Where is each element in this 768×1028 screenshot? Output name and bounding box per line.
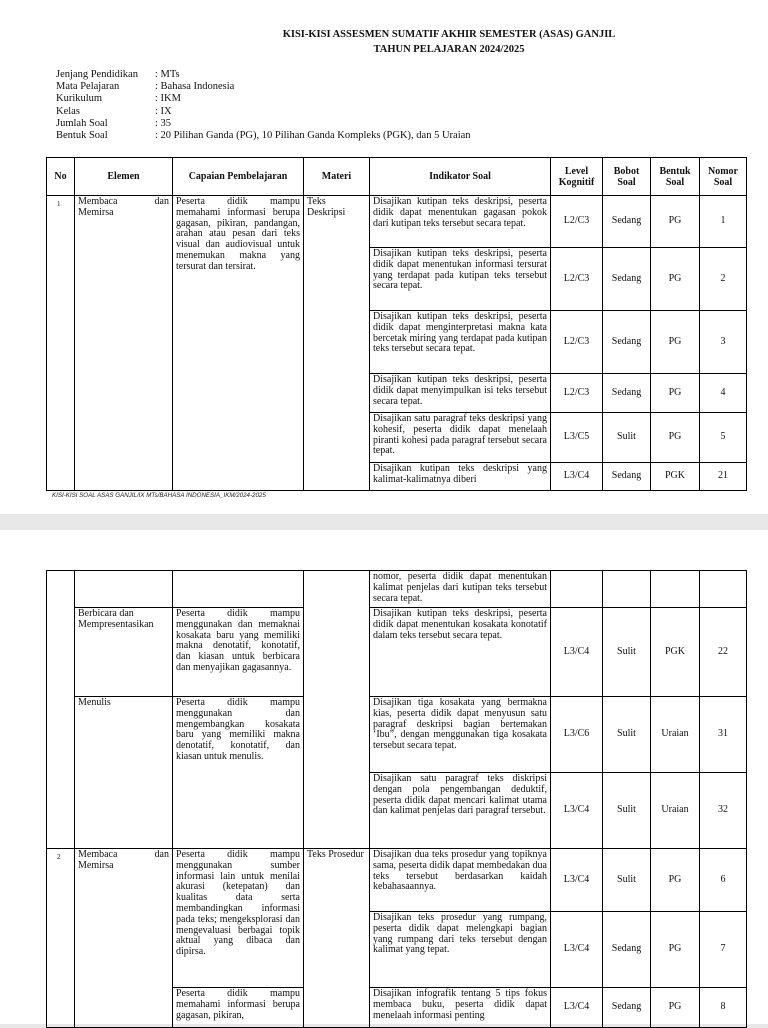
info-value: : Bahasa Indonesia (155, 81, 235, 93)
document-title: KISI-KISI ASSESMEN SUMATIF AKHIR SEMESTER (ASAS) GANJIL (282, 29, 616, 40)
cell-capaian: Peserta didik mampu menggunakan sumber informasi lain untuk menilai akurasi (ketepatan) dan kualitas data serta membandingkan informasi pada teks; mengeksplorasi dan mengevaluasi berbagai topik aktual yang dibaca dan dipirsa. (173, 849, 304, 988)
kisi-kisi-table-page-2 (46, 570, 747, 1028)
header-capaian: Capaian Pembelajaran (173, 158, 304, 196)
cell-bobot: Sulit (603, 413, 651, 463)
info-label: Kurikulum (56, 93, 103, 105)
cell-level: L2/C3 (551, 374, 603, 413)
info-row (56, 69, 471, 81)
cell-bobot: Sulit (603, 849, 651, 912)
info-label: Jumlah Soal (56, 117, 108, 129)
cell-indikator: Disajikan kutipan teks deskripsi yang kalimat-kalimatnya diberi (370, 463, 551, 491)
cell-level: L3/C4 (551, 849, 603, 912)
cell-level: L3/C4 (551, 988, 603, 1028)
cell-bobot: Sulit (603, 697, 651, 773)
header-bobot: Bobot Soal (603, 158, 651, 196)
header-bentuk: Bentuk Soal (651, 158, 700, 196)
cell-nomor: 4 (700, 374, 747, 413)
document-info-block (56, 69, 471, 142)
cell-capaian: Peserta didik mampu menggunakan dan mengembangkan kosakata baru yang memiliki makna denotatif, konotatif, dan kiasan untuk menulis. (173, 697, 304, 849)
cell-level: L2/C3 (551, 248, 603, 311)
cell-no (47, 571, 75, 849)
cell-indikator: Disajikan dua teks prosedur yang topiknya sama, peserta didik dapat membedakan dua teks tersebut berdasarkan kaidah kebahasaannya. (370, 849, 551, 912)
header-no: No (47, 158, 75, 196)
info-value: : IX (155, 105, 172, 117)
cell-bentuk: PG (651, 988, 700, 1028)
info-value: : 20 Pilihan Ganda (PG), 10 Pilihan Ganda Kompleks (PGK), dan 5 Uraian (155, 130, 471, 142)
cell-bobot: Sedang (603, 988, 651, 1028)
cell-level: L3/C4 (551, 773, 603, 849)
cell-bentuk: PG (651, 849, 700, 912)
cell-nomor (700, 571, 747, 608)
cell-bentuk: PG (651, 413, 700, 463)
cell-bentuk: Uraian (651, 697, 700, 773)
table-row (47, 196, 747, 248)
cell-bentuk: PG (651, 912, 700, 988)
cell-indikator: Disajikan satu paragraf teks diskripsi dengan pola pengembangan deduktif, peserta didik dapat mencari kalimat utama dan kalimat penjelas dari paragraf tersebut. (370, 773, 551, 849)
header-nomor: Nomor Soal (700, 158, 747, 196)
cell-indikator: Disajikan tiga kosakata yang bermakna kias, peserta didik dapat menyusun satu paragraf deskripsi bagian bertemakan ‘Ibu”, dengan menggunakan tiga kosakata tersebut secara tepat. (370, 697, 551, 773)
cell-nomor: 31 (700, 697, 747, 773)
cell-nomor: 1 (700, 196, 747, 248)
info-label: Kelas (56, 105, 80, 117)
info-row (56, 106, 471, 118)
cell-nomor: 22 (700, 608, 747, 697)
info-row (56, 93, 471, 105)
cell-bentuk: PGK (651, 608, 700, 697)
info-label: Jenjang Pendidikan (56, 69, 138, 80)
cell-bentuk: PGK (651, 463, 700, 491)
cell-indikator: nomor, peserta didik dapat menentukan kalimat penjelas dari kutipan teks tersebut secara tepat. (370, 571, 551, 608)
info-label: Mata Pelajaran (56, 81, 120, 93)
cell-indikator: Disajikan kutipan teks deskripsi, peserta didik dapat menentukan gagasan pokok dari kutipan teks tersebut secara tepat. (370, 196, 551, 248)
cell-indikator: Disajikan satu paragraf teks deskripsi yang kohesif, peserta didik dapat menelaah piranti kohesi pada paragraf tersebut secara tepat. (370, 413, 551, 463)
cell-nomor: 8 (700, 988, 747, 1028)
info-label: Bentuk Soal (56, 130, 108, 142)
cell-bentuk: PG (651, 311, 700, 374)
cell-level: L3/C5 (551, 413, 603, 463)
cell-nomor: 32 (700, 773, 747, 849)
cell-capaian: Peserta didik mampu memahami informasi berupa gagasan, pikiran, (173, 988, 304, 1028)
cell-materi: Teks Deskripsi (304, 196, 370, 491)
table-row (47, 608, 747, 697)
info-row (56, 118, 471, 130)
cell-bobot: Sedang (603, 374, 651, 413)
cell-indikator: Disajikan kutipan teks deskripsi, peserta didik dapat menyimpulkan isi teks tersebut secara tepat. (370, 374, 551, 413)
cell-level (551, 571, 603, 608)
header-level: Level Kognitif (551, 158, 603, 196)
table-row (47, 571, 747, 608)
cell-nomor: 7 (700, 912, 747, 988)
cell-bobot: Sulit (603, 773, 651, 849)
cell-no: 1 (47, 196, 75, 491)
cell-indikator: Disajikan kutipan teks deskripsi, peserta didik dapat menentukan kosakata konotatif dalam teks tersebut secara tepat. (370, 608, 551, 697)
table-row (47, 697, 747, 773)
cell-capaian (173, 571, 304, 608)
info-value: : IKM (155, 93, 181, 105)
header-elemen: Elemen (75, 158, 173, 196)
cell-nomor: 5 (700, 413, 747, 463)
cell-level: L3/C4 (551, 463, 603, 491)
header-indikator: Indikator Soal (370, 158, 551, 196)
cell-bentuk (651, 571, 700, 608)
cell-bobot: Sedang (603, 463, 651, 491)
cell-bobot: Sedang (603, 912, 651, 988)
cell-nomor: 6 (700, 849, 747, 912)
cell-bobot (603, 571, 651, 608)
cell-bentuk: PG (651, 248, 700, 311)
cell-bentuk: Uraian (651, 773, 700, 849)
cell-bobot: Sedang (603, 311, 651, 374)
cell-level: L2/C3 (551, 311, 603, 374)
cell-materi (304, 571, 370, 849)
info-row (56, 81, 471, 93)
cell-materi: Teks Prosedur (304, 849, 370, 1028)
cell-elemen (75, 571, 173, 608)
cell-level: L3/C4 (551, 608, 603, 697)
cell-level: L3/C6 (551, 697, 603, 773)
info-value: : 35 (155, 117, 172, 129)
info-value: : MTs (155, 69, 180, 80)
cell-capaian: Peserta didik mampu menggunakan dan memaknai kosakata baru yang memiliki makna denotatif, konotatif, dan kiasan untuk berbicara dan menyajikan gagasannya. (173, 608, 304, 697)
cell-bentuk: PG (651, 374, 700, 413)
cell-elemen: Berbicara dan Mempresentasikan (75, 608, 173, 697)
cell-elemen: Membaca dan Memirsa (75, 196, 173, 491)
cell-indikator: Disajikan kutipan teks deskripsi, peserta didik dapat menginterpretasi makna kata bercetak miring yang terdapat pada kutipan teks tersebut secara tepat. (370, 311, 551, 374)
cell-bobot: Sedang (603, 248, 651, 311)
cell-level: L2/C3 (551, 196, 603, 248)
document-page-2 (0, 530, 768, 1024)
cell-bobot: Sedang (603, 196, 651, 248)
document-subtitle: TAHUN PELAJARAN 2024/2025 (373, 44, 525, 55)
cell-indikator: Disajikan kutipan teks deskripsi, peserta didik dapat menentukan informasi tersurat yang terdapat pada kutipan teks tersebut secara tepat. (370, 248, 551, 311)
cell-no: 2 (47, 849, 75, 1028)
cell-capaian: Peserta didik mampu memahami informasi berupa gagasan, pikiran, pandangan, arahan atau pesan dari teks visual dan audiovisual untuk menemukan makna yang tersurat dan tersirat. (173, 196, 304, 491)
table-header-row (47, 158, 747, 196)
cell-nomor: 21 (700, 463, 747, 491)
cell-nomor: 2 (700, 248, 747, 311)
cell-bobot: Sulit (603, 608, 651, 697)
info-row (56, 130, 471, 142)
cell-indikator: Disajikan infografik tentang 5 tips fokus membaca buku, peserta didik dapat menelaah informasi penting (370, 988, 551, 1028)
cell-level: L3/C4 (551, 912, 603, 988)
header-materi: Materi (304, 158, 370, 196)
table-row (47, 849, 747, 912)
page-footer: KISI-KISI SOAL ASAS GANJIL/IX MTs/BAHASA INDONESIA_IKM/2024-2025 (52, 492, 266, 499)
cell-elemen: Membaca dan Memirsa (75, 849, 173, 1028)
cell-elemen: Menulis (75, 697, 173, 849)
kisi-kisi-table-page-1 (46, 157, 747, 491)
cell-indikator: Disajikan teks prosedur yang rumpang, peserta didik dapat melengkapi bagian yang rumpang dari teks tersebut dengan kalimat yang tepat. (370, 912, 551, 988)
cell-bentuk: PG (651, 196, 700, 248)
cell-nomor: 3 (700, 311, 747, 374)
